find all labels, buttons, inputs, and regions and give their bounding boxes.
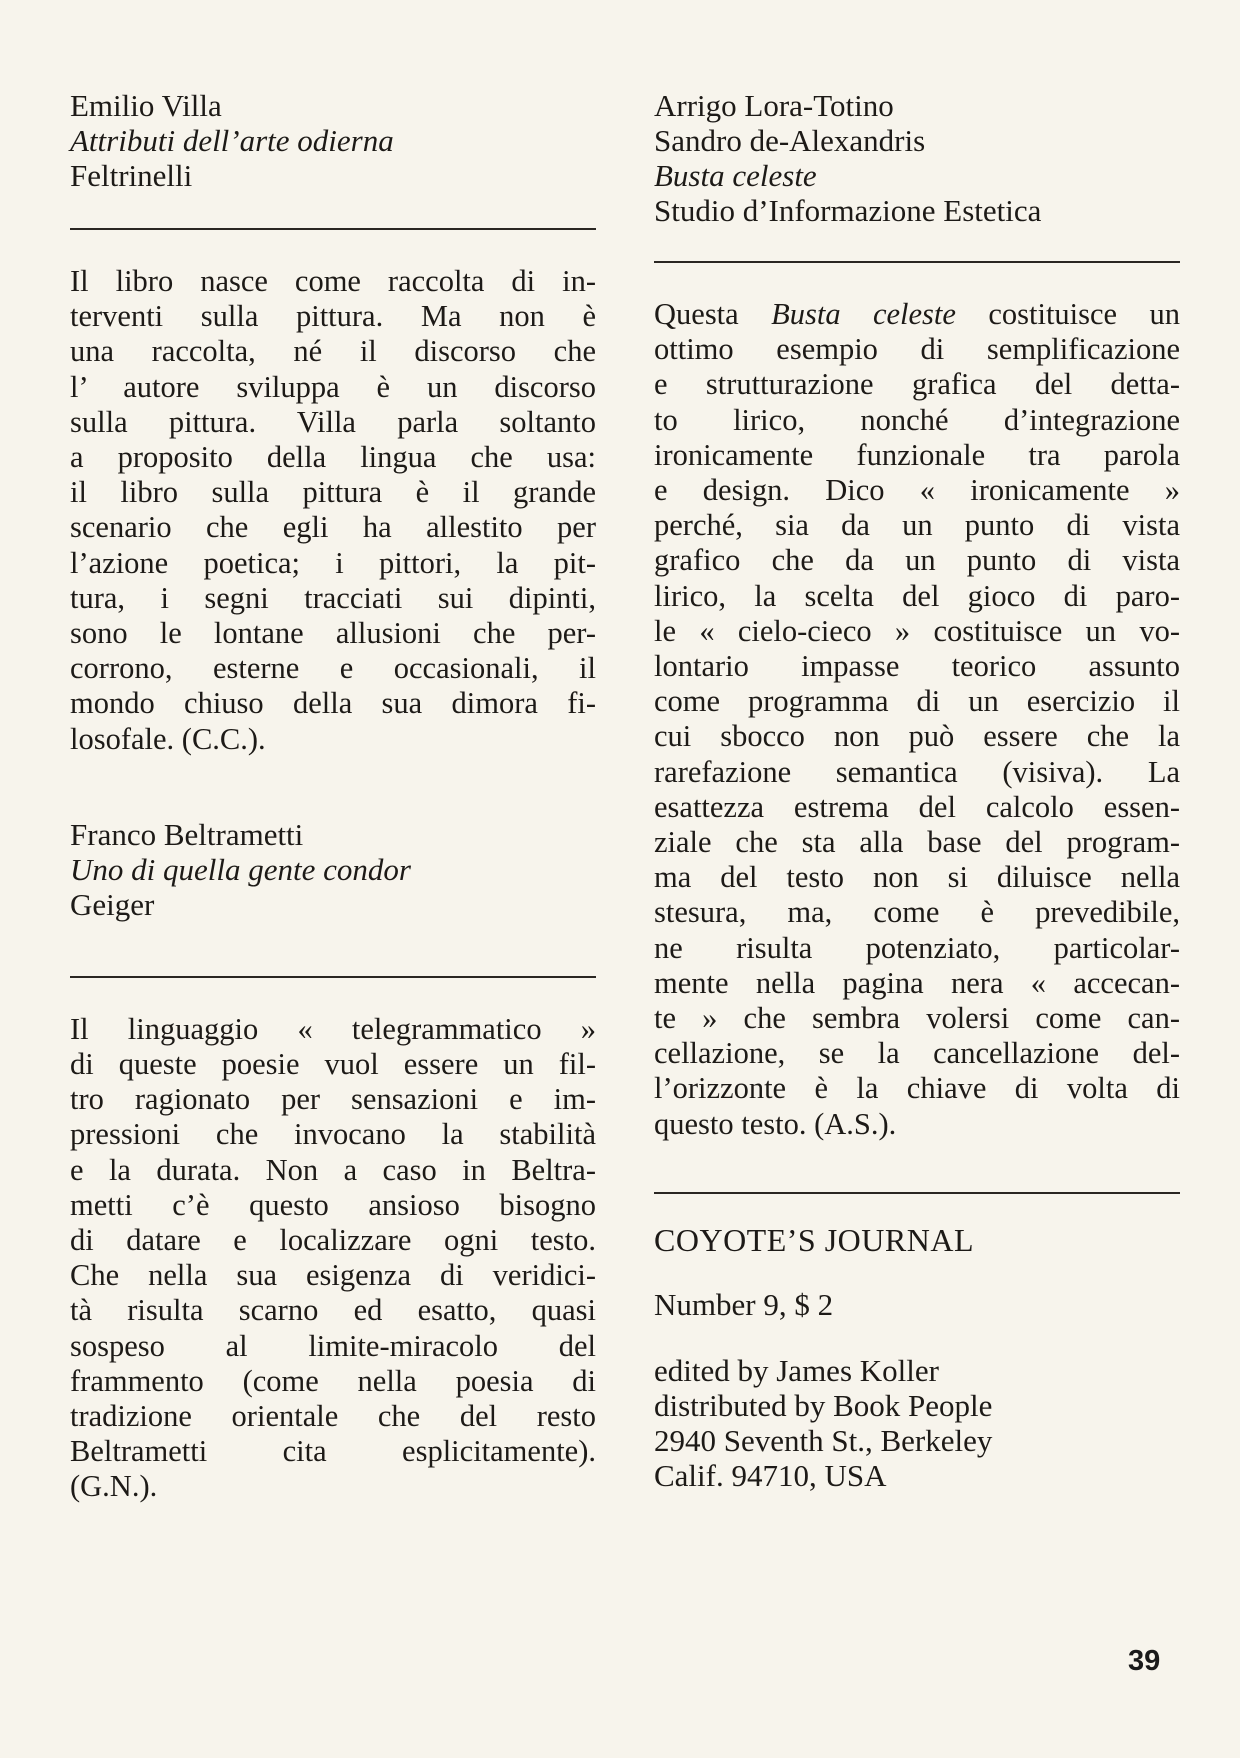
body-line: (G.N.).	[70, 1469, 158, 1504]
body-line: ironicamente funzionale tra parola	[654, 437, 1180, 472]
body-line: tro ragionato per sensazioni e im-	[70, 1082, 596, 1117]
body-line: tà risulta scarno ed esatto, quasi	[70, 1293, 596, 1328]
review-busta-body	[654, 297, 1180, 1142]
body-line: cui sbocco non può essere che la	[654, 719, 1180, 754]
body-line: di datare e localizzare ogni testo.	[70, 1223, 596, 1258]
review-busta-title: Busta celeste	[654, 158, 817, 193]
body-line: l’orizzonte è la chiave di volta di	[654, 1071, 1180, 1106]
body-line: le « cielo-cieco » costituisce un vo-	[654, 613, 1180, 648]
review-busta-author: Sandro de-Alexandris	[654, 123, 926, 158]
review-villa-body	[70, 264, 596, 757]
body-line: corrono, esterne e occasionali, il	[70, 651, 596, 686]
body-line: il libro sulla pittura è il grande	[70, 475, 596, 510]
body-line: mondo chiuso della sua dimora fi-	[70, 686, 596, 721]
body-line: e design. Dico « ironicamente »	[654, 473, 1180, 508]
body-line: come programma di un esercizio il	[654, 684, 1180, 719]
body-line: questo testo. (A.S.).	[654, 1106, 897, 1141]
body-line: tradizione orientale che del resto	[70, 1399, 596, 1434]
body-line: di queste poesie vuol essere un fil-	[70, 1047, 596, 1082]
body-line: sulla pittura. Villa parla soltanto	[70, 404, 596, 439]
body-line: ne risulta potenziato, particolar-	[654, 930, 1180, 965]
body-line: a proposito della lingua che usa:	[70, 440, 596, 475]
body-line: stesura, ma, come è prevedibile,	[654, 895, 1180, 930]
divider	[70, 228, 596, 230]
body-line: grafico che da un punto di vista	[654, 543, 1180, 578]
review-beltrametti-reference	[70, 817, 596, 922]
review-busta-publisher: Studio d’Informazione Estetica	[654, 193, 1042, 228]
body-line: pressioni che invocano la stabilità	[70, 1117, 596, 1152]
journal-info-line: distributed by Book People	[654, 1387, 993, 1423]
body-line: sospeso al limite-miracolo del	[70, 1328, 596, 1363]
journal-number: Number 9, $ 2	[654, 1286, 834, 1322]
divider	[654, 261, 1180, 263]
right-column	[654, 88, 1180, 1493]
body-line: metti c’è questo ansioso bisogno	[70, 1187, 596, 1222]
body-line	[654, 297, 1180, 332]
body-line: Che nella sua esigenza di veridici-	[70, 1258, 596, 1293]
review-villa-author: Emilio Villa	[70, 88, 222, 123]
review-beltrametti-publisher: Geiger	[70, 886, 155, 922]
body-line: ma del testo non si diluisce nella	[654, 860, 1180, 895]
body-line: mente nella pagina nera « accecan-	[654, 965, 1180, 1000]
journal-info-line: Calif. 94710, USA	[654, 1457, 887, 1493]
review-villa-publisher: Feltrinelli	[70, 158, 193, 193]
body-line: tura, i segni tracciati sui dipinti,	[70, 580, 596, 615]
body-line: Il libro nasce come raccolta di in-	[70, 264, 596, 298]
body-line: ottimo esempio di semplificazione	[654, 332, 1180, 367]
left-column	[70, 88, 596, 1505]
body-line: l’azione poetica; i pittori, la pit-	[70, 545, 596, 580]
review-busta-celeste-reference	[654, 88, 1180, 228]
review-beltrametti-title: Uno di quella gente condor	[70, 851, 411, 887]
review-beltrametti-body	[70, 1012, 596, 1505]
review-busta-author: Arrigo Lora-Totino	[654, 88, 894, 123]
journal-info	[654, 1353, 1180, 1493]
body-italic-title: Busta celeste	[771, 297, 956, 331]
divider	[70, 976, 596, 978]
body-line: terventi sulla pittura. Ma non è	[70, 299, 596, 334]
body-line: Il linguaggio « telegrammatico »	[70, 1011, 596, 1046]
journal-info-line: edited by James Koller	[654, 1352, 939, 1388]
body-line: esattezza estrema del calcolo essen-	[654, 789, 1180, 824]
body-line: e strutturazione grafica del detta-	[654, 367, 1180, 402]
body-line: lontario impasse teorico assunto	[654, 649, 1180, 684]
page-number: 39	[1128, 1645, 1161, 1677]
body-line: Beltrametti cita esplicitamente).	[70, 1434, 596, 1469]
body-line: sono le lontane allusioni che per-	[70, 616, 596, 651]
body-text: costituisce un	[955, 297, 1180, 331]
journal-info-line: 2940 Seventh St., Berkeley	[654, 1422, 993, 1458]
body-text: Questa	[654, 297, 772, 331]
body-line: frammento (come nella poesia di	[70, 1363, 596, 1398]
body-line: rarefazione semantica (visiva). La	[654, 754, 1180, 789]
body-line: una raccolta, né il discorso che	[70, 334, 596, 369]
body-line: lirico, la scelta del gioco di paro-	[654, 578, 1180, 613]
review-villa-title: Attributi dell’arte odierna	[70, 123, 394, 158]
journal-title: COYOTE’S JOURNAL	[654, 1221, 974, 1258]
body-line: losofale. (C.C.).	[70, 721, 266, 756]
divider	[654, 1192, 1180, 1194]
body-line: l’ autore sviluppa è un discorso	[70, 369, 596, 404]
review-villa-reference	[70, 88, 596, 193]
review-beltrametti-author: Franco Beltrametti	[70, 816, 304, 852]
body-line: scenario che egli ha allestito per	[70, 510, 596, 545]
body-line: to lirico, nonché d’integrazione	[654, 402, 1180, 437]
body-line: e la durata. Non a caso in Beltra-	[70, 1152, 596, 1187]
body-line: cellazione, se la cancellazione del-	[654, 1036, 1180, 1071]
body-line: perché, sia da un punto di vista	[654, 508, 1180, 543]
body-line: te » che sembra volersi come can-	[654, 1001, 1180, 1036]
body-line: ziale che sta alla base del program-	[654, 825, 1180, 860]
